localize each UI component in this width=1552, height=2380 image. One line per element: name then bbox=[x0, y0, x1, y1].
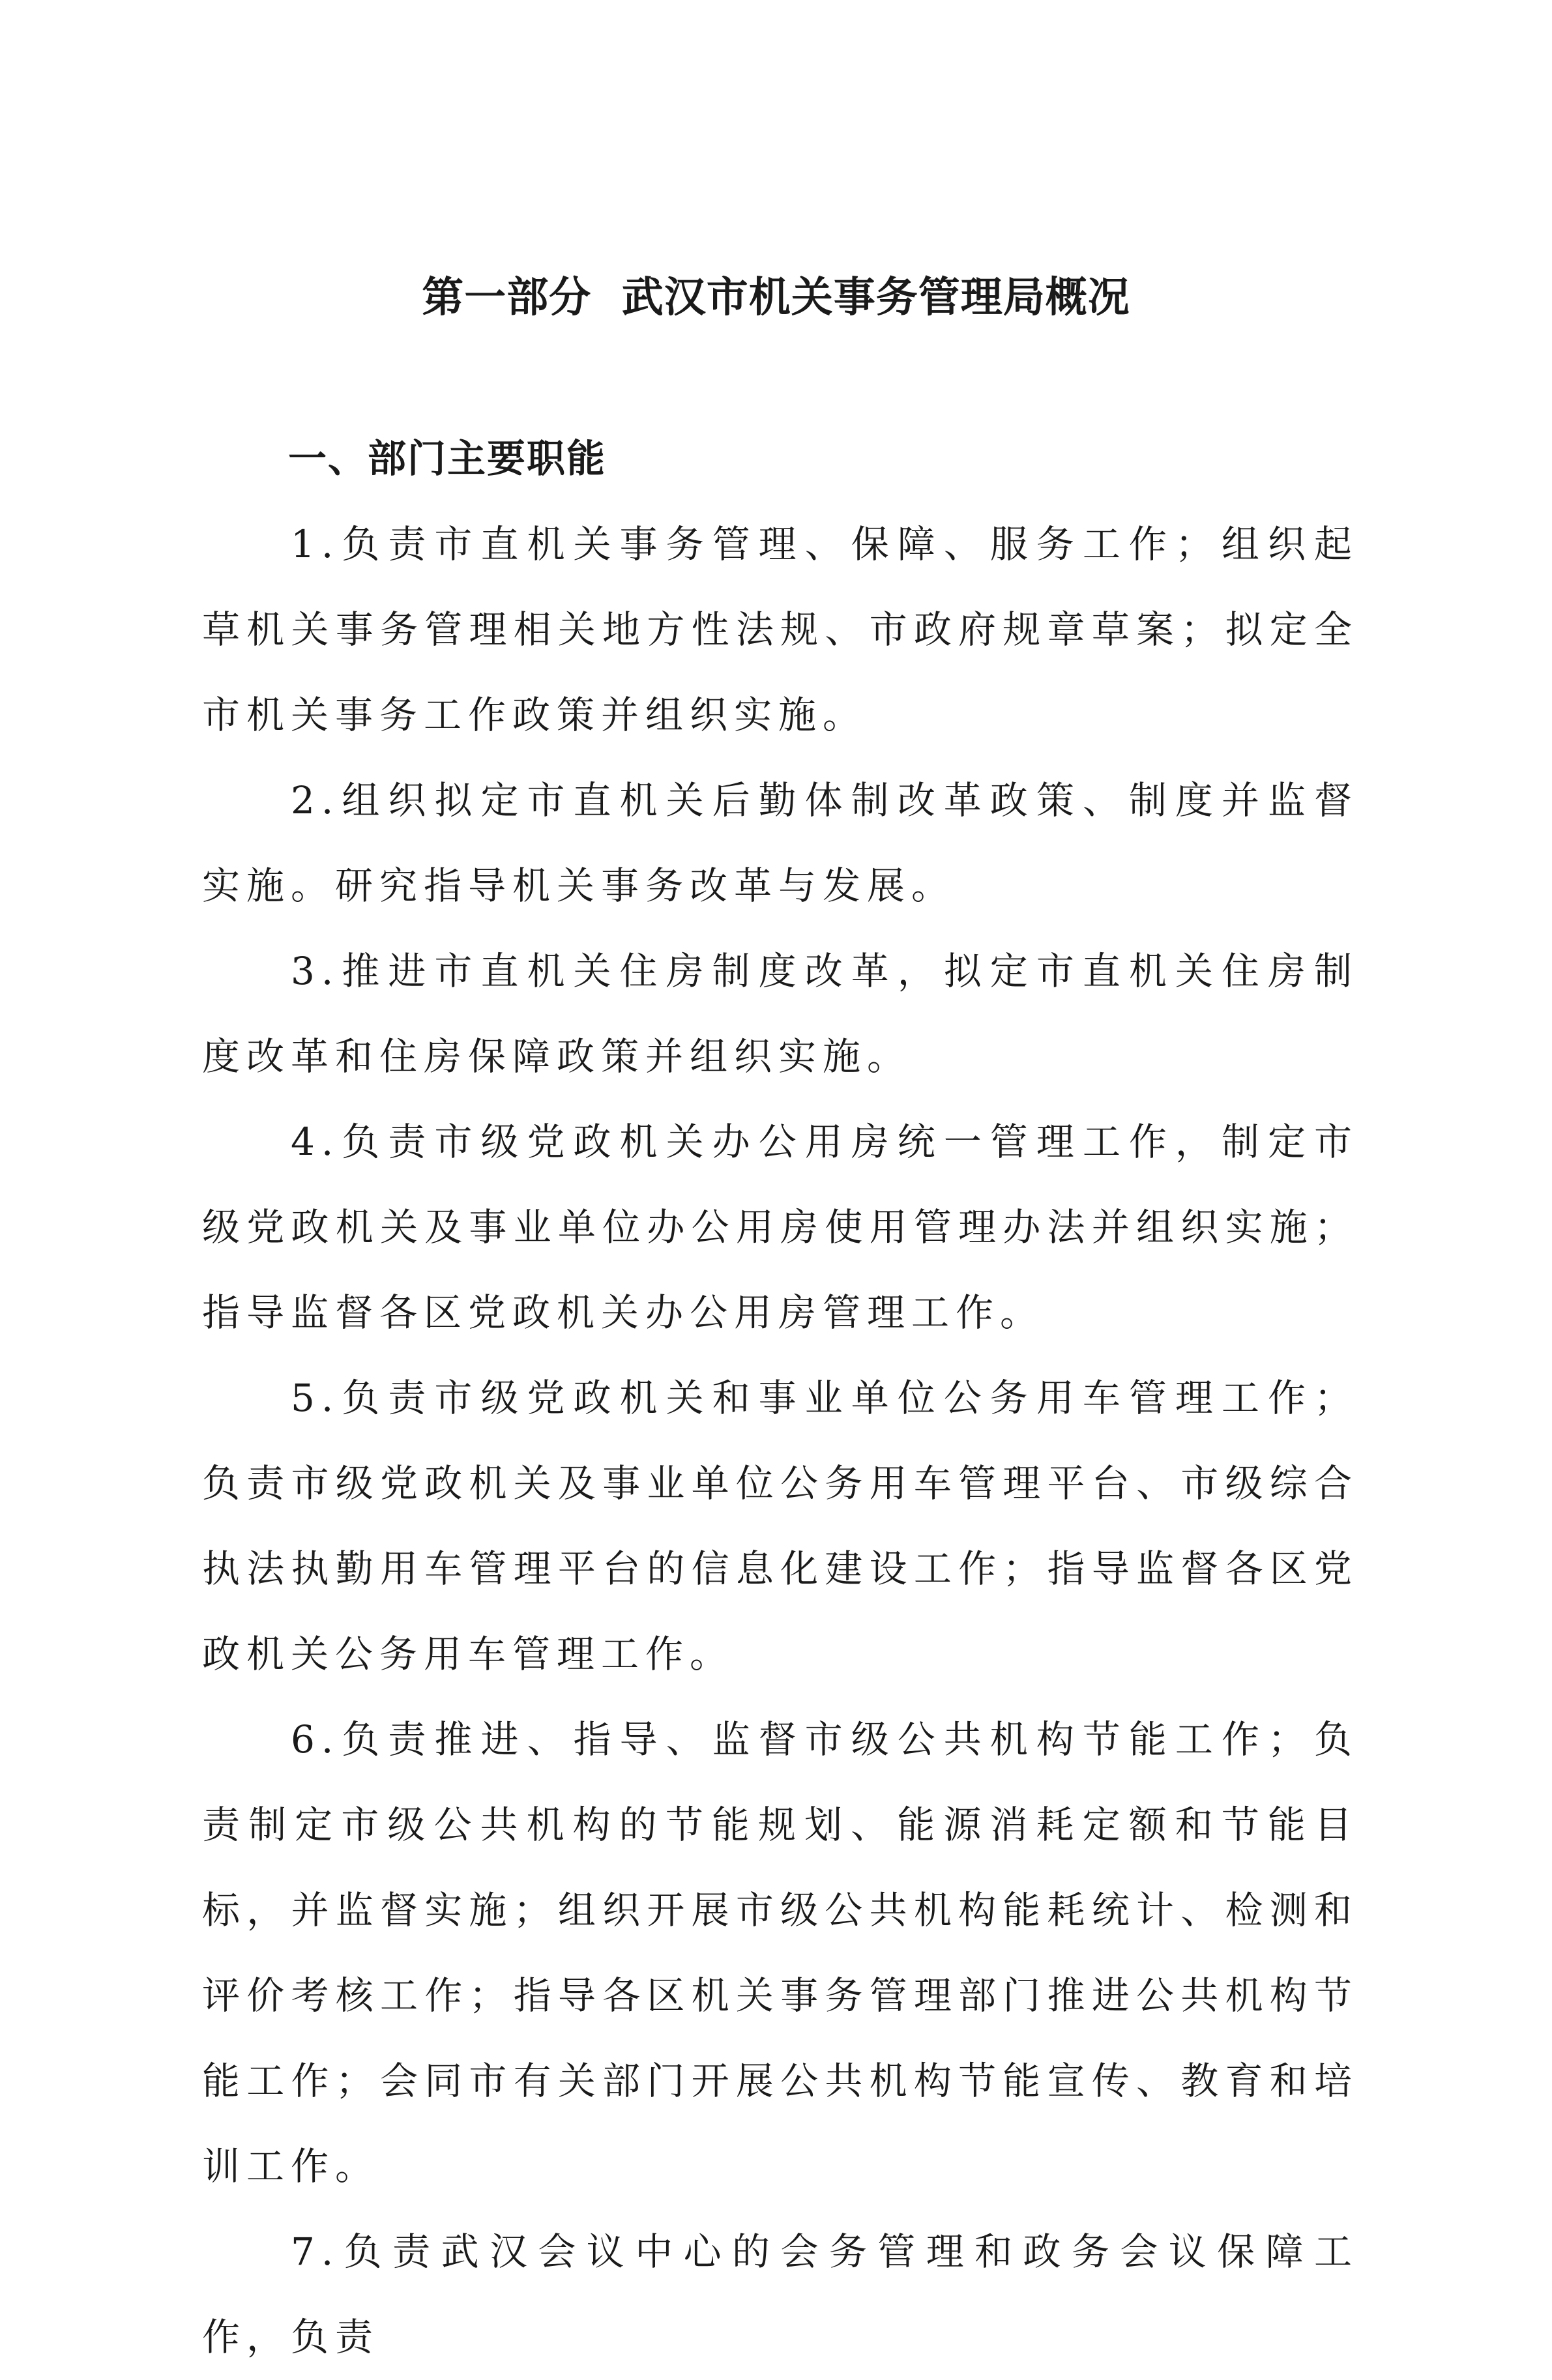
section-heading: 一、部门主要职能 bbox=[288, 436, 607, 481]
paragraph-duty-5: 5.负责市级党政机关和事业单位公务用车管理工作；负责市级党政机关及事业单位公务用车管理平台、市级综合执法执勤用车管理平台的信息化建设工作；指导监督各区党政机关公务用车管理工作。 bbox=[202, 1376, 1358, 1676]
paragraph-duty-4: 4.负责市级党政机关办公用房统一管理工作，制定市级党政机关及事业单位办公用房使用管理办法并组织实施；指导监督各区党政机关办公用房管理工作。 bbox=[202, 1120, 1358, 1335]
page-title: 第一部分 武汉市机关事务管理局概况 bbox=[422, 274, 1130, 322]
paragraph-duty-3: 3.推进市直机关住房制度改革，拟定市直机关住房制度改革和住房保障政策并组织实施。 bbox=[202, 949, 1358, 1079]
paragraph-duty-7: 7.负责武汉会议中心的会务管理和政务会议保障工作，负责 bbox=[202, 2229, 1358, 2359]
paragraph-duty-6: 6.负责推进、指导、监督市级公共机构节能工作；负责制定市级公共机构的节能规划、能源消耗定额和节能目标，并监督实施；组织开展市级公共机构能耗统计、检测和评价考核工作；指导各区机关事务管理部门推进公共机构节能工作；会同市有关部门开展公共机构节能宣传、教育和培训工作。 bbox=[202, 1717, 1358, 2188]
paragraph-duty-2: 2.组织拟定市直机关后勤体制改革政策、制度并监督实施。研究指导机关事务改革与发展。 bbox=[202, 778, 1358, 908]
paragraph-duty-1: 1.负责市直机关事务管理、保障、服务工作；组织起草机关事务管理相关地方性法规、市政府规章草案；拟定全市机关事务工作政策并组织实施。 bbox=[202, 522, 1358, 737]
document-body bbox=[202, 502, 1358, 2380]
